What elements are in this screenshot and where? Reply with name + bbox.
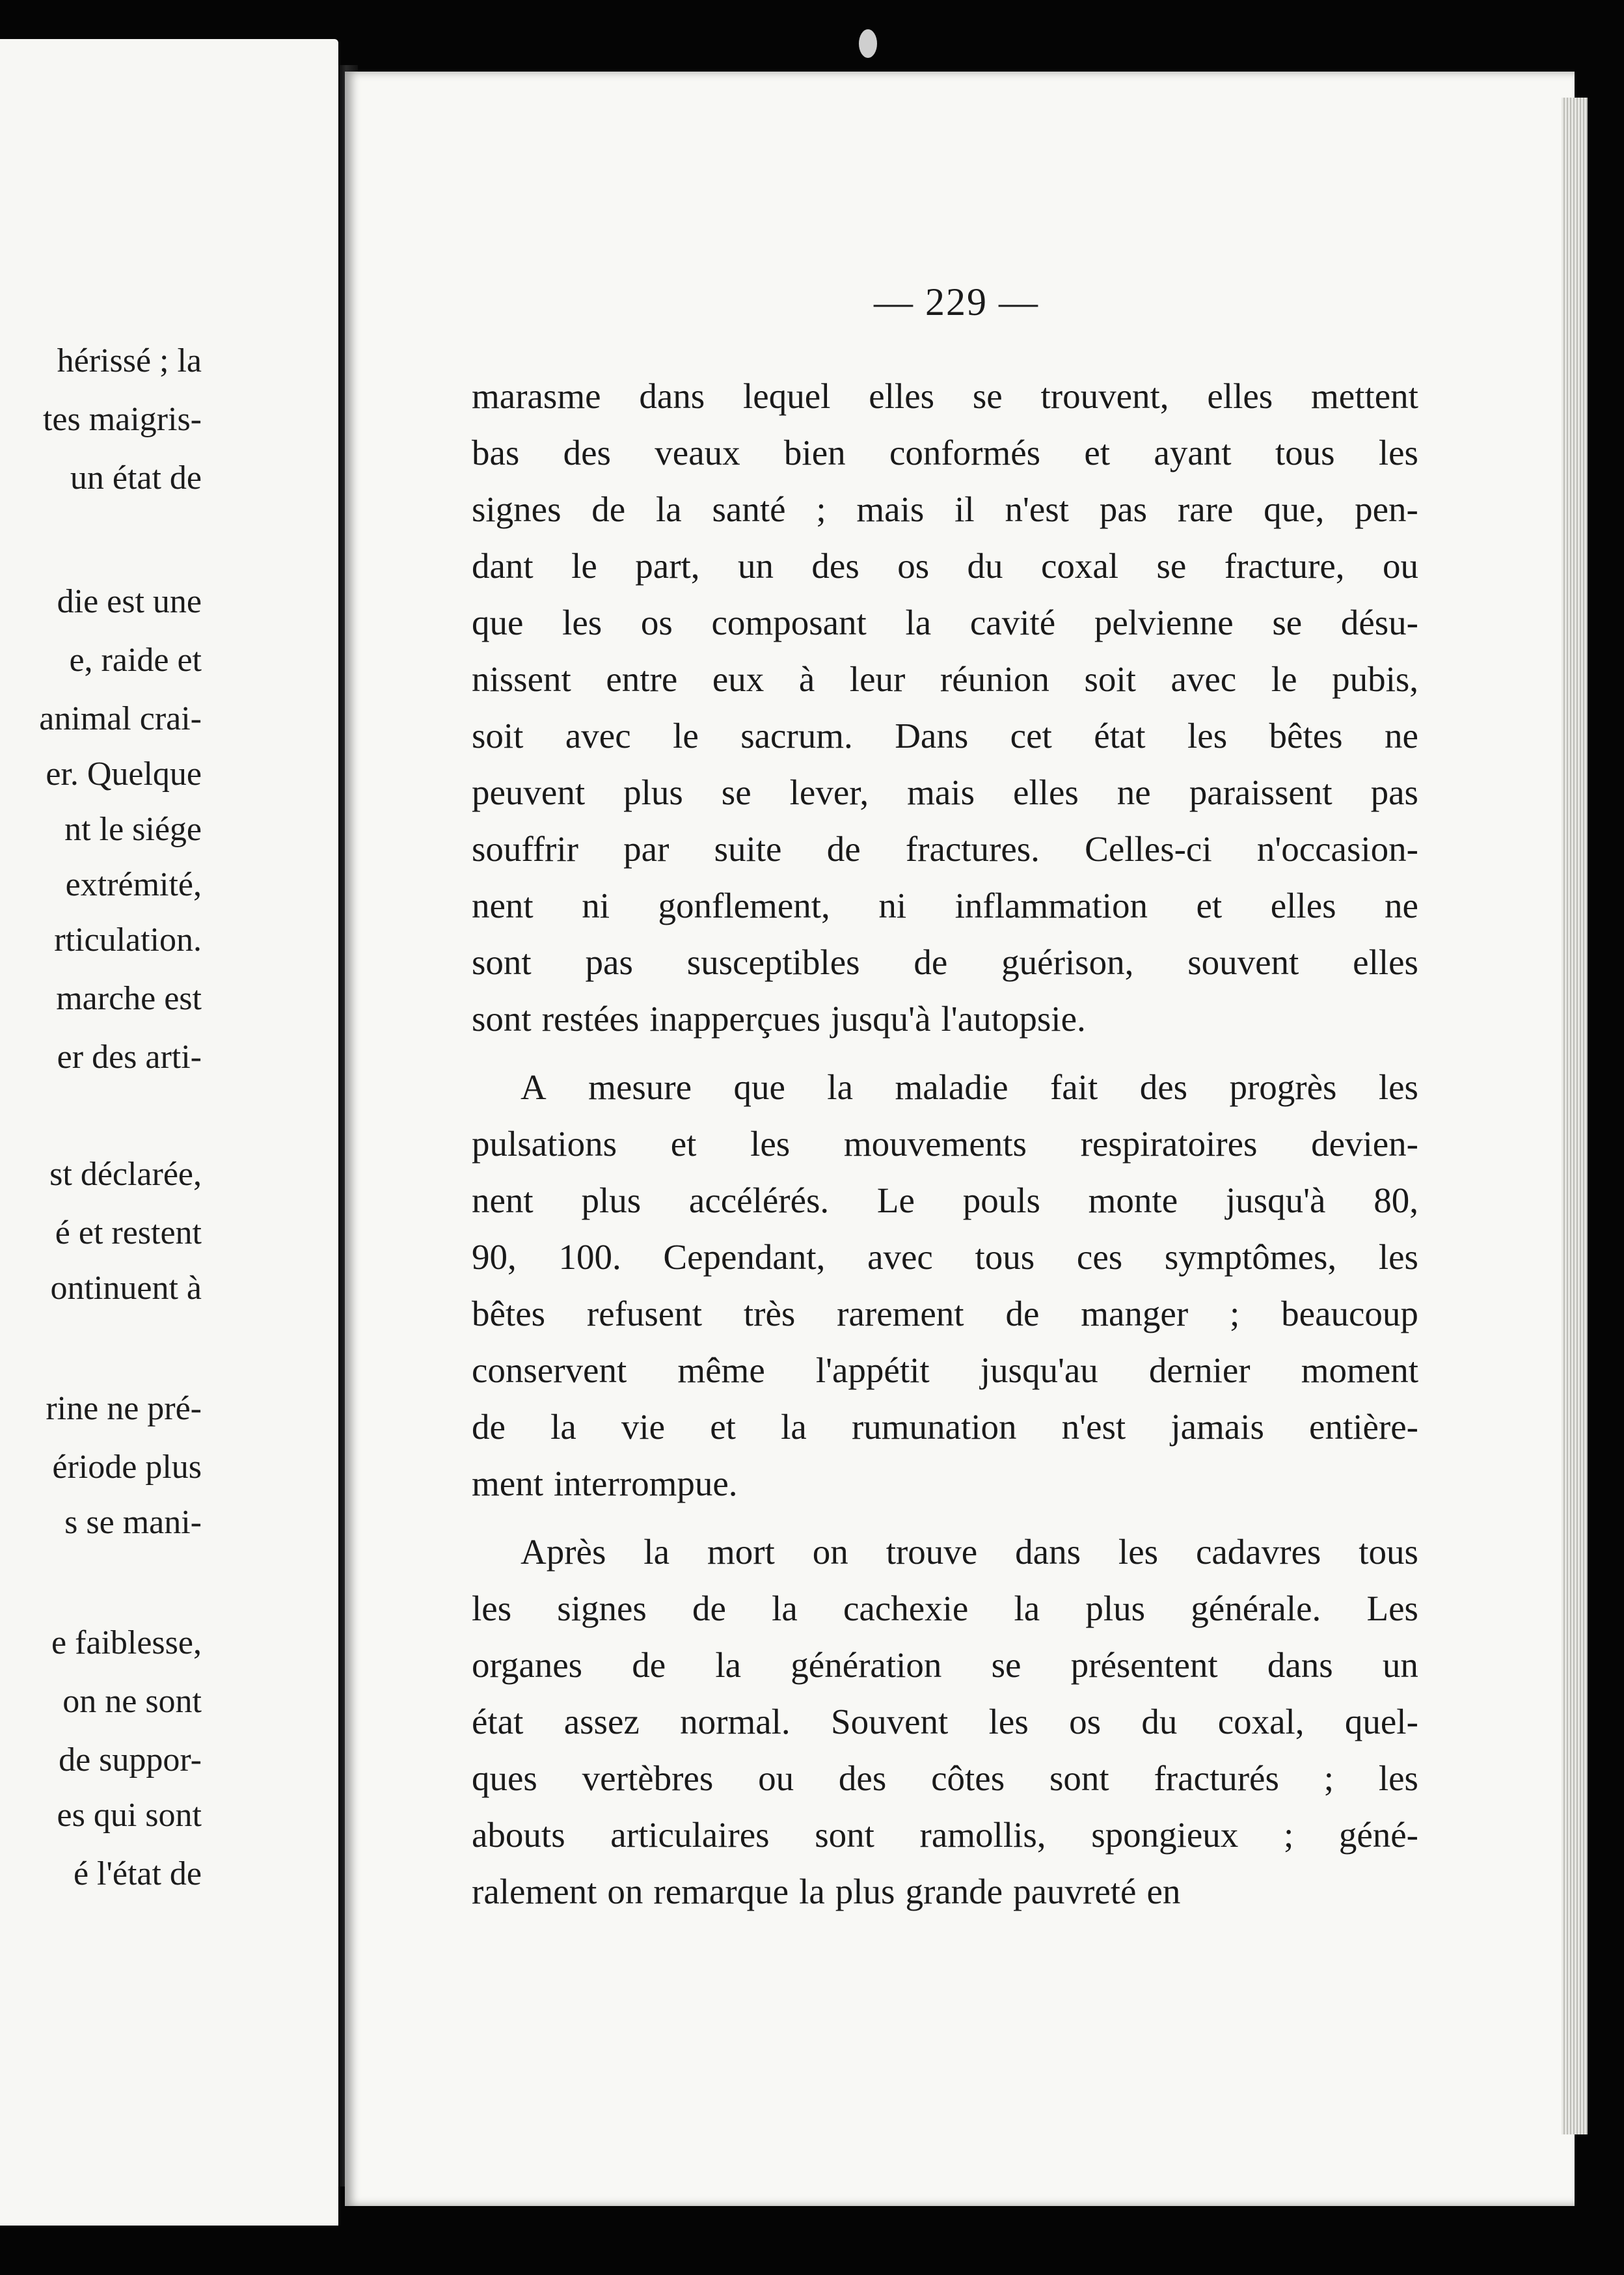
word: la (905, 603, 932, 642)
word: les (750, 1124, 791, 1164)
text-line (472, 990, 1418, 1047)
paragraph (472, 368, 1418, 1047)
word: de (472, 1407, 506, 1447)
left-page-line: é l'état de (73, 1855, 202, 1892)
word: signes (557, 1588, 647, 1628)
word: santé (712, 489, 786, 529)
word: fait (1049, 1067, 1098, 1107)
text-line (472, 1059, 1418, 1115)
word: conformés (889, 433, 1041, 472)
page-edges (1562, 98, 1588, 2134)
text-line (472, 1285, 1418, 1342)
left-page-line: s se mani- (64, 1504, 202, 1541)
word: sont (472, 999, 532, 1039)
word: le (673, 716, 699, 756)
word: des (1139, 1067, 1188, 1107)
word: se (972, 376, 1003, 416)
left-page-line: ériode plus (52, 1449, 202, 1486)
word: désu- (1340, 603, 1418, 642)
word: les (562, 603, 602, 642)
word: réunion (940, 659, 1049, 699)
word: abouts (472, 1815, 565, 1855)
word: avec (565, 716, 631, 756)
word: état (472, 1702, 524, 1741)
word: l'appétit (815, 1350, 930, 1390)
word: coxal (1040, 546, 1119, 586)
word: pauvreté (1013, 1872, 1137, 1911)
text-line (472, 1750, 1418, 1806)
word: ne (1384, 716, 1418, 756)
word: nissent (472, 659, 571, 699)
word: leur (849, 659, 906, 699)
word: en (1146, 1872, 1181, 1911)
word: assez (563, 1702, 640, 1741)
word: restées (541, 999, 640, 1039)
word: jamais (1171, 1407, 1264, 1447)
word: par (623, 829, 670, 869)
word: ; (1283, 1815, 1294, 1855)
left-page-line: nt le siége (64, 811, 202, 848)
word: ou (1382, 546, 1418, 586)
word: pas (585, 942, 633, 982)
word: grande (905, 1872, 1003, 1911)
word: état (1094, 716, 1146, 756)
word: bêtes (1269, 716, 1343, 756)
text-line (472, 1342, 1418, 1398)
word: gonflement, (658, 886, 830, 925)
word: guérison, (1001, 942, 1134, 982)
word: conservent (472, 1350, 627, 1390)
word: accélérés. (688, 1180, 830, 1220)
left-page-line: é et restent (55, 1214, 202, 1251)
word: ralement (472, 1872, 597, 1911)
text-line (472, 1398, 1418, 1455)
word: la (781, 1407, 807, 1447)
left-page-line: rticulation. (54, 921, 202, 959)
text-line (472, 481, 1418, 538)
word: de (692, 1588, 726, 1628)
word: cachexie (843, 1588, 969, 1628)
text-line (472, 651, 1418, 707)
text-line (472, 934, 1418, 990)
text-line (472, 1693, 1418, 1750)
word: à (798, 659, 815, 699)
word: les (1378, 433, 1418, 472)
word: n'occasion- (1256, 829, 1418, 869)
word: jusqu'au (980, 1350, 1098, 1390)
word: Dans (895, 716, 969, 756)
word: elles (869, 376, 935, 416)
word: pubis, (1332, 659, 1418, 699)
left-page-line: rine ne pré- (46, 1390, 202, 1427)
paragraph-gap (472, 1512, 1418, 1523)
text-line (472, 1229, 1418, 1285)
word: bas (472, 433, 520, 472)
word: marasme (472, 376, 601, 416)
word: la (550, 1407, 576, 1447)
text-line (472, 1863, 1418, 1920)
word: respiratoires (1080, 1124, 1258, 1164)
word: présentent (1070, 1645, 1218, 1685)
word: des (811, 546, 859, 586)
word: fracture, (1224, 546, 1345, 586)
word: devien- (1311, 1124, 1418, 1164)
word: des (838, 1758, 887, 1798)
word: ; (1323, 1758, 1334, 1798)
word: Après (521, 1532, 606, 1572)
word: les (988, 1702, 1029, 1741)
word: que (472, 603, 524, 642)
word: ni (582, 886, 610, 925)
left-page (0, 39, 338, 2226)
word: rumunation (851, 1407, 1017, 1447)
word: n'est (1061, 1407, 1126, 1447)
left-page-line: die est une (57, 583, 202, 620)
word: cavité (969, 603, 1056, 642)
word: quel- (1344, 1702, 1418, 1741)
word: jusqu'à (1225, 1180, 1326, 1220)
word: et (1084, 433, 1111, 472)
word: ; (1230, 1294, 1240, 1333)
word: ne (1385, 886, 1418, 925)
word: ment (472, 1464, 543, 1503)
word: la (643, 1532, 670, 1572)
word: sacrum. (740, 716, 853, 756)
word: dant (472, 546, 534, 586)
word: mouvements (843, 1124, 1027, 1164)
word: bêtes (472, 1294, 546, 1333)
word: ne (1116, 772, 1151, 812)
word: dans (1267, 1645, 1333, 1685)
text-line (472, 1580, 1418, 1637)
page-number: — 229 — (874, 280, 1039, 323)
left-page-line: st déclarée, (49, 1156, 202, 1193)
word: 80, (1374, 1180, 1418, 1220)
word: Le (876, 1180, 915, 1220)
word: cadavres (1195, 1532, 1321, 1572)
paragraph (472, 1523, 1418, 1920)
word: ou (758, 1758, 794, 1798)
word: tous (1275, 433, 1335, 472)
word: rarement (837, 1294, 964, 1333)
word: un (737, 546, 774, 586)
word: A (521, 1067, 547, 1107)
text-line (472, 594, 1418, 651)
word: signes (472, 489, 562, 529)
word: même (677, 1350, 765, 1390)
left-page-line: ontinuent à (50, 1270, 202, 1307)
word: se (721, 772, 751, 812)
word: nent (472, 886, 534, 925)
word: pelvienne (1094, 603, 1234, 642)
word: ces (1076, 1237, 1123, 1277)
scan-speck (859, 29, 877, 58)
word: sont (472, 942, 532, 982)
word: paraissent (1189, 772, 1333, 812)
word: fracturés (1154, 1758, 1279, 1798)
paragraph (472, 1059, 1418, 1512)
word: jusqu'à (830, 999, 931, 1039)
word: Souvent (831, 1702, 949, 1741)
word: elles (1207, 376, 1273, 416)
word: le (571, 546, 597, 586)
left-page-line: hérissé ; la (57, 342, 202, 379)
word: la (772, 1588, 798, 1628)
word: des (563, 433, 611, 472)
word: et (670, 1124, 697, 1164)
word: pas (1099, 489, 1148, 529)
word: avec (1171, 659, 1237, 699)
word: veaux (655, 433, 740, 472)
word: organes (472, 1645, 583, 1685)
word: progrès (1229, 1067, 1337, 1107)
word: ni (878, 886, 907, 925)
word: côtes (931, 1758, 1005, 1798)
word: sont (815, 1815, 874, 1855)
word: vie (621, 1407, 666, 1447)
word: de (826, 829, 861, 869)
word: l'autopsie. (941, 999, 1086, 1039)
word: symptômes, (1164, 1237, 1337, 1277)
word: susceptibles (686, 942, 860, 982)
word: très (743, 1294, 796, 1333)
word: plus (835, 1872, 895, 1911)
text-line (472, 1115, 1418, 1172)
left-page-line: e, raide et (69, 642, 202, 679)
word: de (591, 489, 626, 529)
word: Celles-ci (1085, 829, 1212, 869)
word: souvent (1187, 942, 1299, 982)
word: dans (639, 376, 705, 416)
word: dernier (1148, 1350, 1251, 1390)
word: souffrir (472, 829, 578, 869)
word: de (632, 1645, 666, 1685)
text-line (472, 821, 1418, 877)
word: 90, (472, 1237, 517, 1277)
text-line (472, 1523, 1418, 1580)
word: soit (472, 716, 524, 756)
word: soit (1084, 659, 1136, 699)
left-page-line: on ne sont (62, 1683, 202, 1720)
word: mais (856, 489, 925, 529)
word: entière- (1309, 1407, 1418, 1447)
word: avec (867, 1237, 933, 1277)
word: os (1069, 1702, 1101, 1741)
word: plus (623, 772, 683, 812)
word: n'est (1005, 489, 1069, 529)
word: ; (816, 489, 826, 529)
text-line (472, 764, 1418, 821)
word: plus (581, 1180, 642, 1220)
word: les (1378, 1237, 1418, 1277)
word: sont (1049, 1758, 1109, 1798)
word: coxal, (1217, 1702, 1305, 1741)
word: et (710, 1407, 736, 1447)
text-line (472, 424, 1418, 481)
word: monte (1088, 1180, 1178, 1220)
word: les (1187, 716, 1228, 756)
word: la (799, 1872, 825, 1911)
word: tous (1359, 1532, 1418, 1572)
word: mettent (1311, 376, 1418, 416)
word: tous (975, 1237, 1035, 1277)
word: inapperçues (649, 999, 820, 1039)
word: les (1378, 1758, 1418, 1798)
word: interrompue. (553, 1464, 738, 1503)
word: un (1382, 1645, 1418, 1685)
paragraph-gap (472, 1047, 1418, 1059)
word: la (1014, 1588, 1040, 1628)
word: maladie (895, 1067, 1008, 1107)
word: Les (1366, 1588, 1418, 1628)
word: articulaires (610, 1815, 770, 1855)
word: fractures. (905, 829, 1040, 869)
left-page-line: e faiblesse, (51, 1624, 202, 1661)
word: mais (907, 772, 975, 812)
word: du (967, 546, 1003, 586)
word: inflammation (954, 886, 1148, 925)
word: pen- (1355, 489, 1418, 529)
word: spongieux (1091, 1815, 1239, 1855)
word: peuvent (472, 772, 586, 812)
word: les (1378, 1067, 1418, 1107)
word: entre (606, 659, 678, 699)
left-page-line: er des arti- (57, 1039, 202, 1076)
word: pouls (962, 1180, 1040, 1220)
word: bien (783, 433, 846, 472)
word: se (1272, 603, 1303, 642)
text-line (472, 707, 1418, 764)
word: générale. (1191, 1588, 1321, 1628)
word: elles (1270, 886, 1336, 925)
left-page-line: un état de (70, 459, 202, 497)
left-page-line: er. Quelque (46, 756, 202, 793)
left-page-line: tes maigris- (42, 401, 202, 438)
word: vertèbres (582, 1758, 714, 1798)
word: de (1005, 1294, 1040, 1333)
word: se (991, 1645, 1022, 1685)
text-line (472, 368, 1418, 424)
left-page-line: extrémité, (65, 866, 202, 903)
word: la (656, 489, 682, 529)
word: la (715, 1645, 742, 1685)
word: lever, (789, 772, 869, 812)
word: 100. (558, 1237, 621, 1277)
word: du (1141, 1702, 1178, 1741)
word: trouve (886, 1532, 978, 1572)
word: on (812, 1532, 848, 1572)
word: plus (1085, 1588, 1146, 1628)
word: nent (472, 1180, 534, 1220)
word: trouvent, (1040, 376, 1169, 416)
word: suite (714, 829, 782, 869)
word: ques (472, 1758, 537, 1798)
word: que (733, 1067, 785, 1107)
word: lequel (743, 376, 831, 416)
word: Cependant, (663, 1237, 826, 1277)
word: les (1118, 1532, 1159, 1572)
text-line (472, 877, 1418, 934)
left-page-line: de suppor- (59, 1741, 202, 1778)
word: mort (707, 1532, 775, 1572)
word: composant (711, 603, 867, 642)
word: refusent (586, 1294, 703, 1333)
word: il (954, 489, 975, 529)
word: et (1196, 886, 1223, 925)
text-line (472, 1637, 1418, 1693)
word: que, (1264, 489, 1325, 529)
word: beaucoup (1281, 1294, 1418, 1333)
text-line (472, 1172, 1418, 1229)
word: pulsations (472, 1124, 617, 1164)
body-text (472, 368, 1418, 1920)
word: génération (791, 1645, 942, 1685)
text-line (472, 1455, 1418, 1512)
word: elles (1012, 772, 1079, 812)
word: cet (1010, 716, 1052, 756)
word: ramollis, (919, 1815, 1046, 1855)
left-page-line: es qui sont (57, 1797, 202, 1834)
word: pas (1370, 772, 1418, 812)
word: elles (1353, 942, 1418, 982)
word: géné- (1338, 1815, 1418, 1855)
word: rare (1177, 489, 1234, 529)
word: normal. (680, 1702, 791, 1741)
word: os (640, 603, 673, 642)
word: dans (1015, 1532, 1081, 1572)
word: mesure (588, 1067, 692, 1107)
word: se (1156, 546, 1187, 586)
left-page-line: marche est (56, 980, 202, 1017)
left-page-line: animal crai- (39, 700, 202, 737)
word: remarque (653, 1872, 789, 1911)
text-line (472, 538, 1418, 594)
word: part, (635, 546, 700, 586)
word: eux (712, 659, 765, 699)
word: de (914, 942, 948, 982)
word: on (607, 1872, 643, 1911)
word: os (897, 546, 930, 586)
word: les (472, 1588, 512, 1628)
word: moment (1301, 1350, 1418, 1390)
word: ayant (1154, 433, 1232, 472)
word: le (1271, 659, 1297, 699)
word: manger (1081, 1294, 1189, 1333)
text-line (472, 1806, 1418, 1863)
word: la (827, 1067, 853, 1107)
